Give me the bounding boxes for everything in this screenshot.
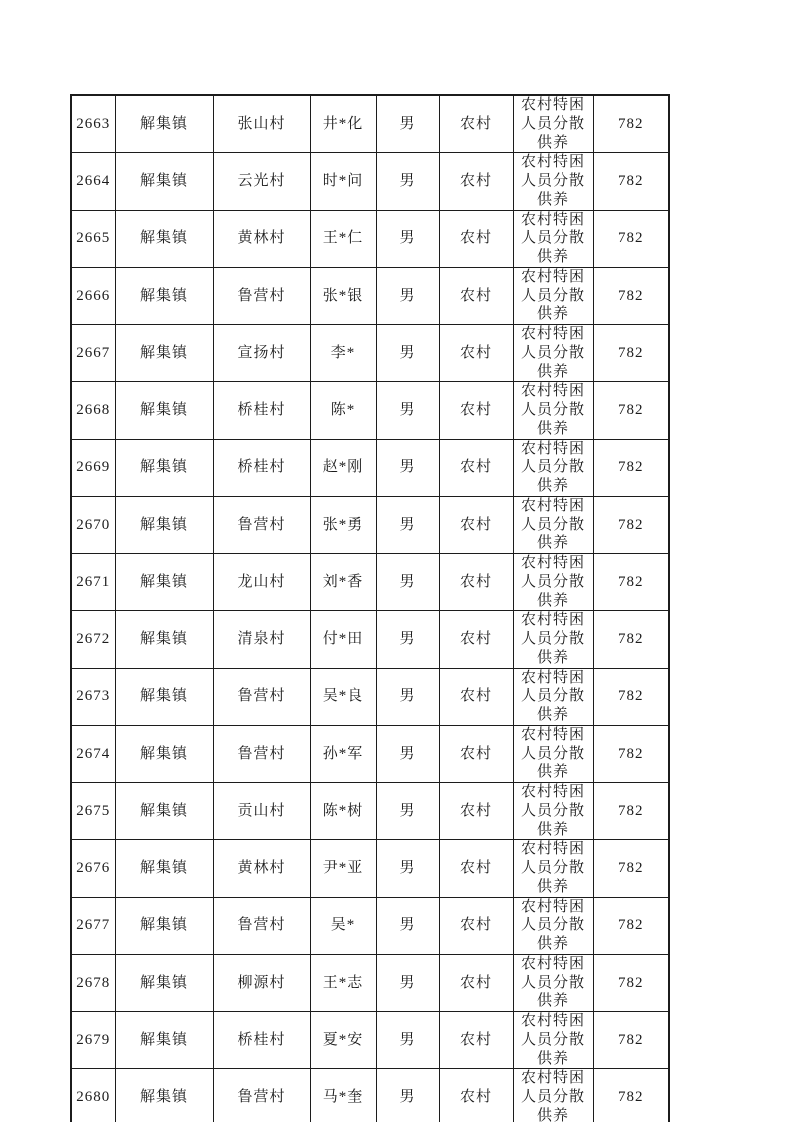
cell-amount: 782 <box>593 897 669 954</box>
cell-village: 云光村 <box>213 153 310 210</box>
cell-gender: 男 <box>376 325 439 382</box>
cell-person-name: 吴*良 <box>310 668 376 725</box>
cell-town: 解集镇 <box>115 725 213 782</box>
cell-person-name: 尹*亚 <box>310 840 376 897</box>
cell-person-name: 陈* <box>310 382 376 439</box>
cell-category: 农村特困人员分散供养 <box>513 668 593 725</box>
cell-gender: 男 <box>376 496 439 553</box>
cell-serial-number: 2676 <box>71 840 115 897</box>
cell-category: 农村特困人员分散供养 <box>513 496 593 553</box>
recipients-table <box>70 94 670 1122</box>
cell-serial-number: 2672 <box>71 611 115 668</box>
cell-person-name: 陈*树 <box>310 783 376 840</box>
cell-village: 桥桂村 <box>213 439 310 496</box>
cell-category: 农村特困人员分散供养 <box>513 1012 593 1069</box>
cell-town: 解集镇 <box>115 668 213 725</box>
cell-region-type: 农村 <box>439 897 513 954</box>
cell-person-name: 井*化 <box>310 95 376 153</box>
cell-town: 解集镇 <box>115 439 213 496</box>
cell-category: 农村特困人员分散供养 <box>513 725 593 782</box>
cell-person-name: 孙*军 <box>310 725 376 782</box>
cell-category: 农村特困人员分散供养 <box>513 325 593 382</box>
cell-amount: 782 <box>593 153 669 210</box>
table-row <box>71 725 669 782</box>
cell-gender: 男 <box>376 210 439 267</box>
cell-village: 宣扬村 <box>213 325 310 382</box>
cell-region-type: 农村 <box>439 840 513 897</box>
cell-amount: 782 <box>593 267 669 324</box>
cell-town: 解集镇 <box>115 954 213 1011</box>
cell-town: 解集镇 <box>115 496 213 553</box>
cell-gender: 男 <box>376 382 439 439</box>
cell-region-type: 农村 <box>439 1069 513 1122</box>
cell-person-name: 张*勇 <box>310 496 376 553</box>
cell-amount: 782 <box>593 611 669 668</box>
cell-amount: 782 <box>593 1012 669 1069</box>
cell-serial-number: 2663 <box>71 95 115 153</box>
cell-person-name: 张*银 <box>310 267 376 324</box>
cell-gender: 男 <box>376 439 439 496</box>
cell-amount: 782 <box>593 725 669 782</box>
cell-village: 桥桂村 <box>213 382 310 439</box>
cell-category: 农村特困人员分散供养 <box>513 554 593 611</box>
cell-gender: 男 <box>376 783 439 840</box>
cell-region-type: 农村 <box>439 1012 513 1069</box>
cell-town: 解集镇 <box>115 95 213 153</box>
cell-gender: 男 <box>376 1069 439 1122</box>
cell-category: 农村特困人员分散供养 <box>513 382 593 439</box>
cell-town: 解集镇 <box>115 1012 213 1069</box>
cell-serial-number: 2680 <box>71 1069 115 1122</box>
cell-town: 解集镇 <box>115 897 213 954</box>
cell-person-name: 时*问 <box>310 153 376 210</box>
cell-person-name: 刘*香 <box>310 554 376 611</box>
cell-amount: 782 <box>593 1069 669 1122</box>
cell-serial-number: 2673 <box>71 668 115 725</box>
cell-person-name: 吴* <box>310 897 376 954</box>
cell-region-type: 农村 <box>439 954 513 1011</box>
cell-region-type: 农村 <box>439 725 513 782</box>
cell-serial-number: 2675 <box>71 783 115 840</box>
table-row <box>71 840 669 897</box>
cell-category: 农村特困人员分散供养 <box>513 783 593 840</box>
cell-gender: 男 <box>376 611 439 668</box>
cell-village: 黄林村 <box>213 210 310 267</box>
cell-gender: 男 <box>376 840 439 897</box>
table-row <box>71 783 669 840</box>
cell-amount: 782 <box>593 554 669 611</box>
cell-serial-number: 2674 <box>71 725 115 782</box>
cell-amount: 782 <box>593 954 669 1011</box>
table-row <box>71 325 669 382</box>
cell-region-type: 农村 <box>439 210 513 267</box>
cell-region-type: 农村 <box>439 668 513 725</box>
cell-category: 农村特困人员分散供养 <box>513 267 593 324</box>
cell-amount: 782 <box>593 840 669 897</box>
cell-amount: 782 <box>593 95 669 153</box>
cell-gender: 男 <box>376 267 439 324</box>
cell-town: 解集镇 <box>115 554 213 611</box>
cell-region-type: 农村 <box>439 153 513 210</box>
table-row <box>71 382 669 439</box>
cell-serial-number: 2671 <box>71 554 115 611</box>
cell-village: 清泉村 <box>213 611 310 668</box>
cell-serial-number: 2664 <box>71 153 115 210</box>
cell-village: 黄林村 <box>213 840 310 897</box>
table-row <box>71 1069 669 1122</box>
cell-gender: 男 <box>376 95 439 153</box>
cell-town: 解集镇 <box>115 1069 213 1122</box>
cell-serial-number: 2670 <box>71 496 115 553</box>
cell-gender: 男 <box>376 1012 439 1069</box>
cell-region-type: 农村 <box>439 496 513 553</box>
table-row <box>71 954 669 1011</box>
cell-gender: 男 <box>376 554 439 611</box>
table-row <box>71 496 669 553</box>
cell-region-type: 农村 <box>439 783 513 840</box>
cell-serial-number: 2668 <box>71 382 115 439</box>
table-row <box>71 1012 669 1069</box>
cell-serial-number: 2678 <box>71 954 115 1011</box>
cell-village: 柳源村 <box>213 954 310 1011</box>
cell-serial-number: 2669 <box>71 439 115 496</box>
cell-village: 鲁营村 <box>213 668 310 725</box>
cell-person-name: 付*田 <box>310 611 376 668</box>
cell-town: 解集镇 <box>115 382 213 439</box>
cell-village: 张山村 <box>213 95 310 153</box>
table-row <box>71 210 669 267</box>
cell-person-name: 赵*刚 <box>310 439 376 496</box>
cell-category: 农村特困人员分散供养 <box>513 840 593 897</box>
recipients-table-body <box>71 95 669 1122</box>
cell-person-name: 王*志 <box>310 954 376 1011</box>
table-row <box>71 897 669 954</box>
cell-village: 鲁营村 <box>213 1069 310 1122</box>
cell-amount: 782 <box>593 439 669 496</box>
cell-region-type: 农村 <box>439 325 513 382</box>
cell-category: 农村特困人员分散供养 <box>513 954 593 1011</box>
table-row <box>71 95 669 153</box>
table-row <box>71 439 669 496</box>
cell-category: 农村特困人员分散供养 <box>513 439 593 496</box>
cell-category: 农村特困人员分散供养 <box>513 210 593 267</box>
table-row <box>71 267 669 324</box>
table-row <box>71 153 669 210</box>
cell-region-type: 农村 <box>439 554 513 611</box>
cell-gender: 男 <box>376 897 439 954</box>
cell-town: 解集镇 <box>115 783 213 840</box>
cell-serial-number: 2667 <box>71 325 115 382</box>
cell-person-name: 王*仁 <box>310 210 376 267</box>
cell-town: 解集镇 <box>115 611 213 668</box>
cell-person-name: 夏*安 <box>310 1012 376 1069</box>
cell-amount: 782 <box>593 382 669 439</box>
cell-town: 解集镇 <box>115 325 213 382</box>
cell-amount: 782 <box>593 496 669 553</box>
cell-person-name: 马*奎 <box>310 1069 376 1122</box>
cell-gender: 男 <box>376 725 439 782</box>
cell-amount: 782 <box>593 783 669 840</box>
cell-region-type: 农村 <box>439 439 513 496</box>
cell-gender: 男 <box>376 954 439 1011</box>
cell-serial-number: 2665 <box>71 210 115 267</box>
cell-village: 鲁营村 <box>213 725 310 782</box>
cell-serial-number: 2666 <box>71 267 115 324</box>
cell-region-type: 农村 <box>439 382 513 439</box>
cell-town: 解集镇 <box>115 210 213 267</box>
cell-town: 解集镇 <box>115 267 213 324</box>
cell-gender: 男 <box>376 153 439 210</box>
table-row <box>71 611 669 668</box>
cell-amount: 782 <box>593 210 669 267</box>
cell-gender: 男 <box>376 668 439 725</box>
cell-serial-number: 2679 <box>71 1012 115 1069</box>
cell-category: 农村特困人员分散供养 <box>513 95 593 153</box>
cell-category: 农村特困人员分散供养 <box>513 1069 593 1122</box>
cell-village: 桥桂村 <box>213 1012 310 1069</box>
cell-amount: 782 <box>593 325 669 382</box>
table-row <box>71 668 669 725</box>
cell-serial-number: 2677 <box>71 897 115 954</box>
cell-category: 农村特困人员分散供养 <box>513 897 593 954</box>
cell-village: 贡山村 <box>213 783 310 840</box>
cell-region-type: 农村 <box>439 95 513 153</box>
cell-village: 鲁营村 <box>213 267 310 324</box>
cell-town: 解集镇 <box>115 840 213 897</box>
cell-region-type: 农村 <box>439 611 513 668</box>
cell-category: 农村特困人员分散供养 <box>513 153 593 210</box>
cell-village: 龙山村 <box>213 554 310 611</box>
cell-town: 解集镇 <box>115 153 213 210</box>
cell-category: 农村特困人员分散供养 <box>513 611 593 668</box>
cell-village: 鲁营村 <box>213 496 310 553</box>
cell-region-type: 农村 <box>439 267 513 324</box>
cell-person-name: 李* <box>310 325 376 382</box>
cell-amount: 782 <box>593 668 669 725</box>
cell-village: 鲁营村 <box>213 897 310 954</box>
table-row <box>71 554 669 611</box>
